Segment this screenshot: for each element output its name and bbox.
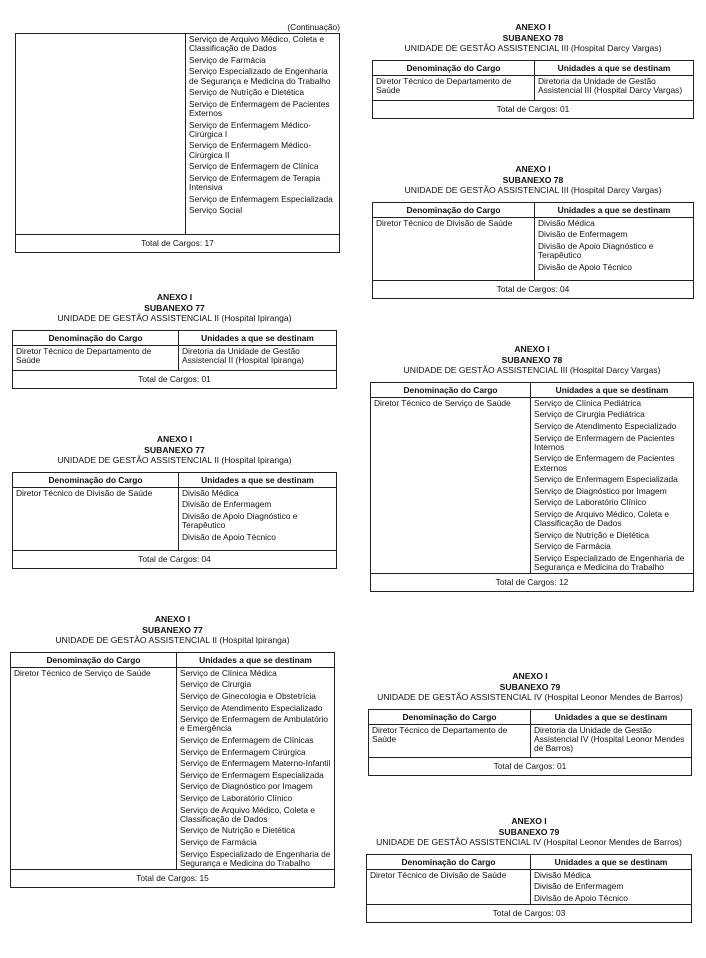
list-item: Serviço Especializado de Engenharia de Segurança e Medicina do Trabalho: [534, 552, 685, 573]
column-header-cargo: Denominação do Cargo: [367, 854, 531, 869]
table-row: [13, 345, 337, 370]
table-row: [373, 75, 694, 100]
table-header-row: [373, 60, 694, 75]
list-item: Divisão de Enfermagem: [538, 229, 628, 240]
table-row: [373, 217, 694, 280]
table-total-row: [373, 280, 694, 298]
column-header-cargo: Denominação do Cargo: [373, 60, 535, 75]
list-item: Serviço de Enfermagem de Clínicas: [180, 734, 314, 745]
table: [10, 652, 335, 888]
column-header-cargo: Denominação do Cargo: [11, 652, 177, 667]
cargo-cell: Diretor Técnico de Divisão de Saúde: [373, 217, 535, 280]
unidade-title: UNIDADE DE GESTÃO ASSISTENCIAL IV (Hospital Leonor Mendes de Barros): [376, 837, 682, 848]
list-item: Serviço de Diagnóstico por Imagem: [180, 781, 313, 792]
list-item: Serviço de Nutrição e Dietética: [180, 825, 295, 836]
table-row: [16, 34, 340, 235]
column-header-unidades: Unidades a que se destinam: [531, 382, 694, 397]
column-header-cargo: Denominação do Cargo: [371, 382, 531, 397]
table-header-row: [13, 472, 337, 487]
column-header-unidades: Unidades a que se destinam: [179, 472, 337, 487]
cargo-cell: Diretor Técnico de Divisão de Saúde: [367, 869, 531, 904]
unidades-cell: [531, 397, 694, 574]
unidade-title: UNIDADE DE GESTÃO ASSISTENCIAL II (Hospital Ipiranga): [57, 313, 292, 324]
list-item: Serviço de Enfermagem de Pacientes Internos: [534, 432, 675, 452]
unidades-cell: [535, 217, 694, 280]
total-cargos: Total de Cargos: 04: [373, 280, 694, 298]
table-total-row: [11, 869, 335, 887]
list-item: Diretoria da Unidade de Gestão Assistencial IV (Hospital Leonor Mendes de Barros): [534, 724, 685, 754]
list-item: Serviço de Enfermagem Cirúrgica: [180, 746, 306, 757]
section-header: [12, 292, 337, 324]
table-total-row: [16, 235, 340, 253]
table-header-row: [367, 854, 692, 869]
unidade-title: UNIDADE DE GESTÃO ASSISTENCIAL III (Hospital Darcy Vargas): [404, 43, 662, 54]
section-right-5: [366, 816, 692, 923]
table-total-row: [369, 757, 692, 775]
list-item: Serviço de Clínica Pediátrica: [534, 397, 642, 408]
section-header: [10, 614, 335, 646]
cargo-cell: Diretor Técnico de Departamento de Saúde: [373, 75, 535, 100]
unidades-cell: [179, 345, 337, 370]
cargo-cell: Diretor Técnico de Departamento de Saúde: [369, 724, 531, 757]
list-item: Serviço de Enfermagem de Clínica: [189, 161, 319, 172]
subanexo-title: SUBANEXO 78: [502, 174, 564, 185]
subanexo-title: SUBANEXO 77: [144, 302, 205, 313]
list-item: Serviço de Enfermagem Médico-Cirúrgica I: [189, 119, 311, 139]
table-row: [371, 397, 694, 574]
cargo-cell: Diretor Técnico de Departamento de Saúde: [13, 345, 179, 370]
total-cargos: Total de Cargos: 03: [367, 905, 692, 923]
list-item: Divisão de Apoio Diagnóstico e Terapêutico: [538, 240, 654, 261]
list-item: Serviço de Enfermagem Médico-Cirúrgica II: [189, 140, 311, 160]
unidades-cell: [535, 75, 694, 100]
unidade-title: UNIDADE DE GESTÃO ASSISTENCIAL IV (Hospital Leonor Mendes de Barros): [377, 692, 683, 703]
column-header-unidades: Unidades a que se destinam: [535, 60, 694, 75]
table-left-1: [15, 33, 340, 253]
list-item: Serviço de Enfermagem Especializada: [180, 769, 324, 780]
list-item: Serviço de Farmácia: [534, 541, 611, 552]
list-item: Divisão Médica: [182, 487, 239, 498]
list-item: Serviço de Clínica Médica: [180, 667, 277, 678]
total-cargos: Total de Cargos: 17: [16, 235, 340, 253]
column-header-unidades: Unidades a que se destinam: [179, 330, 337, 345]
list-item: Serviço de Farmácia: [180, 836, 257, 847]
table-header-row: [11, 652, 335, 667]
column-header-unidades: Unidades a que se destinam: [177, 652, 335, 667]
table-total-row: [13, 370, 337, 388]
table: [12, 472, 337, 569]
list-item: Serviço de Atendimento Especializado: [534, 420, 677, 431]
total-cargos: Total de Cargos: 04: [13, 550, 337, 568]
continuation-note: (Continuação): [287, 22, 340, 32]
list-item: Divisão de Apoio Técnico: [534, 892, 628, 903]
column-header-cargo: Denominação do Cargo: [13, 330, 179, 345]
section-left-4: [10, 614, 335, 888]
list-item: Serviço de Enfermagem de Pacientes Externos: [189, 98, 330, 118]
list-item: Serviço de Enfermagem Materno-Infantil: [180, 758, 331, 769]
list-item: Serviço de Enfermagem de Ambulatório e Emergência: [180, 714, 329, 734]
list-item: Divisão de Enfermagem: [182, 499, 272, 510]
anexo-title: ANEXO I: [156, 292, 193, 302]
list-item: Serviço de Nutrição e Dietética: [189, 87, 304, 98]
table-total-row: [371, 574, 694, 592]
table: [366, 854, 692, 923]
cargo-cell: Diretor Técnico de Serviço de Saúde: [11, 667, 177, 869]
list-item: Serviço Social: [189, 205, 243, 216]
list-item: Serviço de Atendimento Especializado: [180, 702, 323, 713]
list-item: Serviço de Enfermagem Especializada: [189, 193, 333, 204]
subanexo-title: SUBANEXO 78: [502, 32, 564, 43]
anexo-title: ANEXO I: [515, 164, 551, 174]
list-item: Serviço de Diagnóstico por Imagem: [534, 485, 667, 496]
list-item: Serviço de Cirurgia Pediátrica: [534, 409, 645, 420]
list-item: Divisão de Apoio Diagnóstico e Terapêutico: [182, 510, 298, 531]
column-header-unidades: Unidades a que se destinam: [531, 709, 692, 724]
table-total-row: [367, 905, 692, 923]
list-item: Serviço de Farmácia: [189, 54, 266, 65]
list-item: Serviço de Arquivo Médico, Coleta e Classificação de Dados: [534, 508, 670, 529]
list-item: Divisão Médica: [534, 869, 591, 880]
list-item: Serviço Especializado de Engenharia de Segurança e Medicina do Trabalho: [180, 848, 331, 868]
unidades-cell: [177, 667, 335, 869]
list-item: Divisão de Apoio Técnico: [538, 261, 632, 272]
unidade-title: UNIDADE DE GESTÃO ASSISTENCIAL II (Hospital Ipiranga): [55, 635, 290, 646]
cargo-cell: Diretor Técnico de Divisão de Saúde: [13, 487, 179, 550]
list-item: Divisão Médica: [538, 217, 595, 228]
table-row: [13, 487, 337, 550]
total-cargos: Total de Cargos: 01: [373, 100, 694, 118]
column-header-cargo: Denominação do Cargo: [373, 202, 535, 217]
list-item: Serviço de Laboratório Clínico: [180, 792, 293, 803]
section-right-2: [372, 164, 694, 299]
table-header-row: [369, 709, 692, 724]
list-item: Divisão de Enfermagem: [534, 881, 624, 892]
section-header: [12, 434, 337, 466]
section-header: [366, 816, 692, 848]
section-header: [368, 671, 692, 703]
subanexo-title: SUBANEXO 78: [501, 354, 563, 365]
unidades-cell: [179, 487, 337, 550]
column-header-cargo: Denominação do Cargo: [369, 709, 531, 724]
list-item: Serviço de Enfermagem de Pacientes Externos: [534, 453, 675, 473]
list-item: Diretoria da Unidade de Gestão Assistencial III (Hospital Darcy Vargas): [538, 75, 683, 95]
list-item: Serviço de Enfermagem Especializada: [534, 474, 678, 485]
column-header-cargo: Denominação do Cargo: [13, 472, 179, 487]
table: [372, 202, 694, 299]
table-row: [367, 869, 692, 904]
table: [368, 709, 692, 776]
anexo-title: ANEXO I: [514, 344, 550, 354]
section-left-2: [12, 292, 337, 389]
unidades-cell: [186, 34, 340, 235]
cargo-cell: Diretor Técnico de Serviço de Saúde: [371, 397, 531, 574]
cargo-cell: [16, 34, 186, 235]
list-item: Divisão de Apoio Técnico: [182, 531, 276, 542]
section-header: [372, 22, 694, 54]
list-item: Serviço de Ginecologia e Obstetrícia: [180, 690, 316, 701]
table-total-row: [13, 550, 337, 568]
section-header: [372, 164, 694, 196]
total-cargos: Total de Cargos: 12: [371, 574, 694, 592]
table-row: [11, 667, 335, 869]
table-header-row: [13, 330, 337, 345]
column-header-unidades: Unidades a que se destinam: [531, 854, 692, 869]
anexo-title: ANEXO I: [154, 614, 191, 624]
list-item: Serviço de Enfermagem de Terapia Intensiva: [189, 172, 321, 192]
section-right-4: [368, 671, 692, 776]
anexo-title: ANEXO I: [511, 816, 547, 826]
list-item: Serviço de Laboratório Clínico: [534, 497, 647, 508]
column-header-unidades: Unidades a que se destinam: [535, 202, 694, 217]
table: [372, 60, 694, 119]
subanexo-title: SUBANEXO 79: [498, 826, 560, 837]
table: [12, 330, 337, 389]
table-header-row: [371, 382, 694, 397]
unidade-title: UNIDADE DE GESTÃO ASSISTENCIAL II (Hospital Ipiranga): [57, 455, 292, 466]
list-item: Serviço de Arquivo Médico, Coleta e Classificação de Dados: [189, 34, 325, 54]
unidade-title: UNIDADE DE GESTÃO ASSISTENCIAL III (Hospital Darcy Vargas): [404, 185, 662, 196]
table-row: [369, 724, 692, 757]
subanexo-title: SUBANEXO 77: [142, 624, 203, 635]
section-right-3: [370, 344, 694, 592]
list-item: Serviço Especializado de Engenharia de Segurança e Medicina do Trabalho: [189, 66, 331, 86]
section-right-1: [372, 22, 694, 119]
total-cargos: Total de Cargos: 01: [13, 370, 337, 388]
subanexo-title: SUBANEXO 77: [144, 444, 205, 455]
unidades-cell: [531, 724, 692, 757]
total-cargos: Total de Cargos: 15: [11, 869, 335, 887]
table-total-row: [373, 100, 694, 118]
list-item: Diretoria da Unidade de Gestão Assistencial II (Hospital Ipiranga): [182, 345, 304, 365]
table: [15, 33, 340, 253]
list-item: Serviço de Nutrição e Dietética: [534, 529, 649, 540]
total-cargos: Total de Cargos: 01: [369, 757, 692, 775]
anexo-title: ANEXO I: [515, 22, 551, 32]
table: [370, 382, 694, 593]
unidade-title: UNIDADE DE GESTÃO ASSISTENCIAL III (Hospital Darcy Vargas): [403, 365, 661, 376]
section-header: [370, 344, 694, 376]
list-item: Serviço de Arquivo Médico, Coleta e Classificação de Dados: [180, 804, 316, 824]
unidades-cell: [531, 869, 692, 904]
anexo-title: ANEXO I: [512, 671, 548, 681]
table-header-row: [373, 202, 694, 217]
anexo-title: ANEXO I: [156, 434, 193, 444]
subanexo-title: SUBANEXO 79: [499, 681, 561, 692]
list-item: Serviço de Cirurgia: [180, 679, 252, 690]
section-left-3: [12, 434, 337, 569]
